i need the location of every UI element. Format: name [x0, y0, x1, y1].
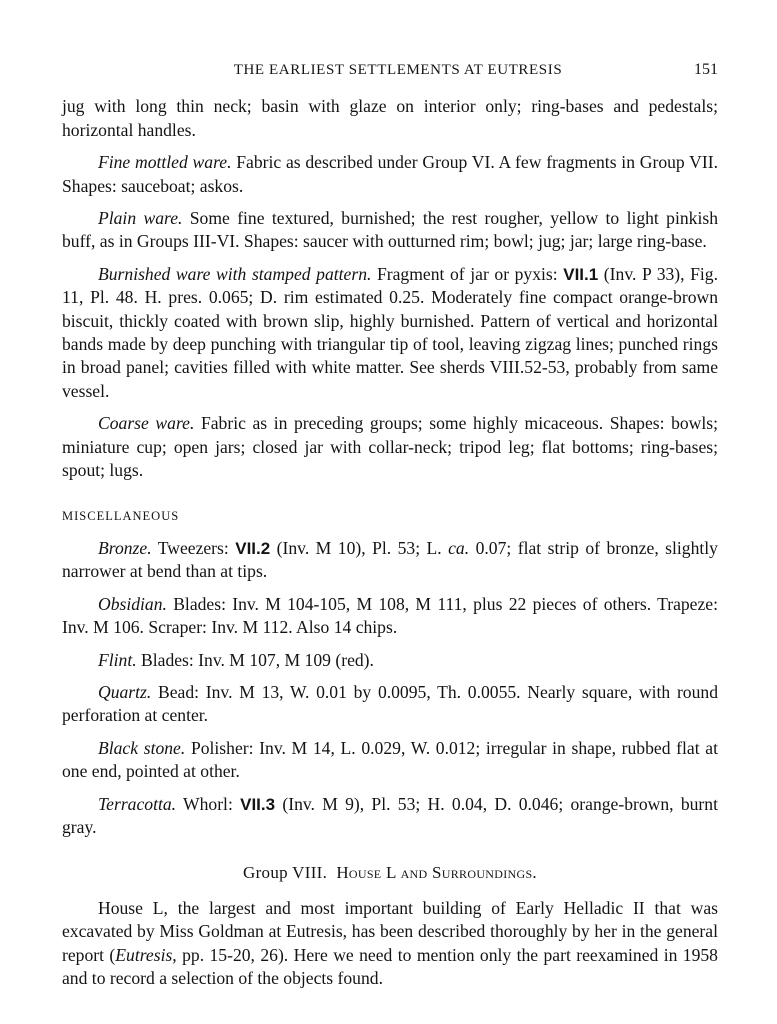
- section-heading-group-viii: [62, 861, 718, 884]
- entry-text: Blades: Inv. M 104-105, M 108, M 111, plus 22 pieces of others. Trapeze: Inv. M 106. Scraper: Inv. M 112. Also 14 chips.: [62, 593, 718, 638]
- abbreviation: ca.: [448, 537, 470, 558]
- entry-lead: Fine mottled ware.: [98, 152, 232, 173]
- group-number: Group VIII.: [243, 863, 328, 883]
- burnished-ware-entry: [62, 263, 718, 403]
- entry-text: Blades: Inv. M 107, M 109 (red).: [136, 649, 374, 670]
- entry-text: Fabric as in preceding groups; some highly micaceous. Shapes: bowls; miniature cup; open jars; closed jar with collar-neck; tripod leg; flat bottoms; ring-bases; spout; lugs.: [62, 413, 718, 481]
- running-head: [62, 58, 718, 82]
- catalogue-number: VII.3: [240, 794, 276, 814]
- entry-text: Polisher: Inv. M 14, L. 0.029, W. 0.012; irregular in shape, rubbed flat at one end, pointed at other.: [62, 737, 719, 782]
- entry-lead: Black stone.: [98, 737, 186, 758]
- plain-ware-entry: [62, 207, 718, 254]
- flint-entry: [62, 649, 718, 672]
- entry-text: 0.07; flat strip of bronze, slightly narrower at bend than at tips.: [62, 537, 718, 582]
- catalogue-number: VII.1: [563, 264, 599, 284]
- terracotta-entry: [62, 793, 718, 840]
- entry-lead: Bronze.: [98, 537, 152, 558]
- entry-text: Fragment of jar or pyxis:: [371, 263, 564, 284]
- entry-text: Bead: Inv. M 13, W. 0.01 by 0.0095, Th. 0.0055. Nearly square, with round perforation at center.: [62, 681, 718, 726]
- coarse-ware-entry: [62, 412, 718, 482]
- entry-lead: Plain ware.: [98, 208, 183, 229]
- entry-lead: Burnished ware with stamped pattern.: [98, 263, 372, 284]
- entry-lead: Coarse ware.: [98, 413, 195, 434]
- obsidian-entry: [62, 593, 718, 640]
- entry-text: Some fine textured, burnished; the rest rougher, yellow to light pinkish buff, as in Groups III-VI. Shapes: saucer with outturned rim; bowl; jug; jar; large ring-base.: [62, 208, 718, 252]
- entry-lead: Terracotta.: [98, 793, 177, 814]
- black-stone-entry: [62, 737, 718, 784]
- running-title: THE EARLIEST SETTLEMENTS AT EUTRESIS: [233, 62, 563, 78]
- fine-mottled-ware-entry: [62, 151, 718, 198]
- house-l-paragraph: [62, 897, 718, 991]
- paragraph-text: jug with long thin neck; basin with glaze on interior only; ring-bases and pedestals; horizontal handles.: [62, 96, 718, 140]
- page-number: 151: [694, 61, 718, 78]
- quartz-entry: [62, 681, 718, 728]
- entry-text: Fabric as described under Group VI. A few fragments in Group VII. Shapes: sauceboat; askos.: [62, 152, 718, 196]
- group-title: House L and Surroundings.: [336, 863, 537, 883]
- entry-text: Tweezers:: [151, 537, 236, 558]
- paragraph-text: pp. 15-20, 26). Here we need to mention only the part reexamined in 1958 and to record a selection of the objects found.: [62, 944, 718, 988]
- entry-text: (Inv. M 10), Pl. 53; L.: [270, 537, 449, 558]
- entry-lead: Quartz.: [98, 681, 152, 702]
- entry-lead: Flint.: [98, 649, 137, 670]
- paragraph-text: House L, the largest and most important building of Early Helladic II that was excavated by Miss Goldman at Eutresis, has been described thoroughly by her in the general report (: [62, 897, 718, 965]
- bronze-entry: [62, 537, 718, 584]
- continued-paragraph: [62, 95, 718, 142]
- publication-reference: Eutresis,: [115, 944, 177, 965]
- entry-text: Whorl:: [176, 793, 241, 814]
- section-heading-miscellaneous: MISCELLANEOUS: [62, 508, 180, 523]
- page: [62, 58, 718, 999]
- entry-text: (Inv. P 33), Fig. 11, Pl. 48. H. pres. 0.065; D. rim estimated 0.25. Moderately fine compact orange-brown biscuit, thickly coated with brown slip, highly burnished. Pattern of vertical and horizontal bands made by deep punching with triangular tip of tool, leaving zigzag lines; punched rings in broad panel; cavities filled with white matter. See sherds VIII.52-53, probably from same vessel.: [62, 263, 718, 401]
- entry-lead: Obsidian.: [98, 593, 167, 614]
- entry-text: (Inv. M 9), Pl. 53; H. 0.04, D. 0.046; orange-brown, burnt gray.: [62, 793, 718, 837]
- catalogue-number: VII.2: [235, 538, 271, 558]
